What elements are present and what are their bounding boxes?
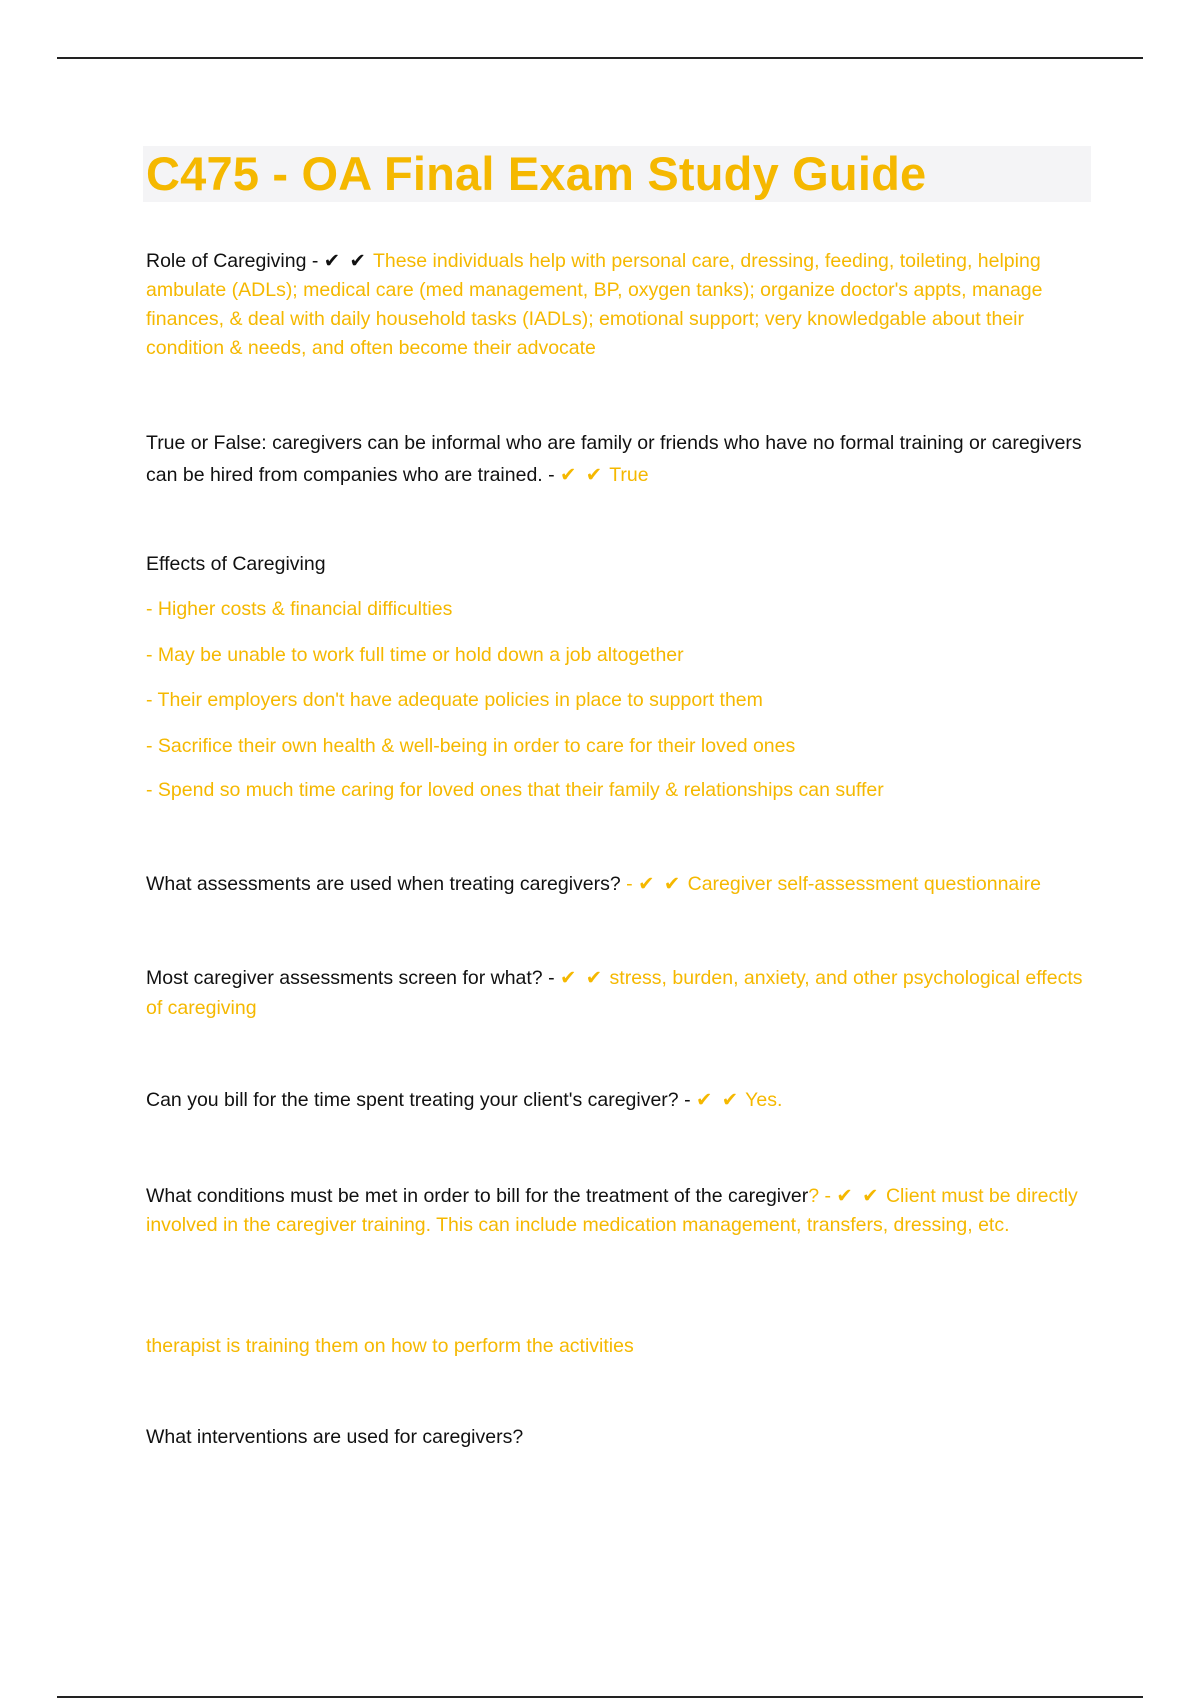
list-item: - Spend so much time caring for loved ones that their family & relationships can suffer xyxy=(146,779,884,801)
bottom-rule xyxy=(57,1696,1143,1698)
entry-screen-for xyxy=(146,963,1096,1023)
effects-heading xyxy=(146,550,1096,579)
question-text: What interventions are used for caregivers? xyxy=(146,1426,524,1448)
conditions-extra xyxy=(146,1332,1096,1361)
answer-text: True xyxy=(609,464,649,486)
entry-conditions xyxy=(146,1182,1096,1240)
list-item: - Sacrifice their own health & well-being in order to care for their loved ones xyxy=(146,735,796,757)
entry-assessments xyxy=(146,870,1096,899)
entry-role-of-caregiving xyxy=(146,247,1096,363)
separator-text: - xyxy=(620,873,639,895)
list-item: - Their employers don't have adequate policies in place to support them xyxy=(146,689,763,711)
answer-text: Client must be directly involved in the caregiver training. This can include medication management, transfers, dressing, etc. xyxy=(146,1185,1078,1236)
answer-text: stress, burden, anxiety, and other psychological effects of caregiving xyxy=(146,967,1083,1019)
answer-text: therapist is training them on how to perform the activities xyxy=(146,1335,634,1357)
list-item: - May be unable to work full time or hold down a job altogether xyxy=(146,644,684,666)
heading-text: Effects of Caregiving xyxy=(146,553,326,575)
answer-text: Caregiver self-assessment questionnaire xyxy=(687,873,1041,895)
entry-interventions xyxy=(146,1423,1096,1452)
question-text: What conditions must be met in order to bill for the treatment of the caregiver xyxy=(146,1185,809,1207)
question-text: Most caregiver assessments screen for what? - xyxy=(146,967,560,989)
question-text: True or False: caregivers can be informal who are family or friends who have no formal training or caregivers can be hired from companies who are trained. - xyxy=(146,432,1082,486)
top-rule xyxy=(57,57,1143,59)
double-check-icon: ✔ ✔ xyxy=(560,967,605,989)
question-text: Can you bill for the time spent treating your client's caregiver? - xyxy=(146,1089,696,1111)
double-check-icon: ✔ ✔ xyxy=(560,464,605,486)
separator-text: ? - xyxy=(808,1185,837,1207)
entry-true-or-false xyxy=(146,427,1096,491)
entry-billing xyxy=(146,1086,1096,1115)
answer-text: Yes. xyxy=(745,1089,783,1111)
question-text: Role of Caregiving - xyxy=(146,250,324,272)
page-title: C475 - OA Final Exam Study Guide xyxy=(146,147,927,200)
double-check-icon: ✔ ✔ xyxy=(695,1089,741,1111)
list-item: - Higher costs & financial difficulties xyxy=(146,598,453,620)
double-check-icon: ✔ ✔ xyxy=(638,873,683,895)
double-check-icon: ✔ ✔ xyxy=(323,250,368,272)
question-text: What assessments are used when treating caregivers? xyxy=(146,873,621,895)
answer-text: These individuals help with personal care, dressing, feeding, toileting, helping ambulate (ADLs); medical care (med management, BP, oxygen tanks); organize doctor's appts, manage finances, & deal with daily household tasks (IADLs); emotional support; very knowledgable about their condition & needs, and often become their advocate xyxy=(146,250,1043,359)
double-check-icon: ✔ ✔ xyxy=(836,1185,881,1207)
